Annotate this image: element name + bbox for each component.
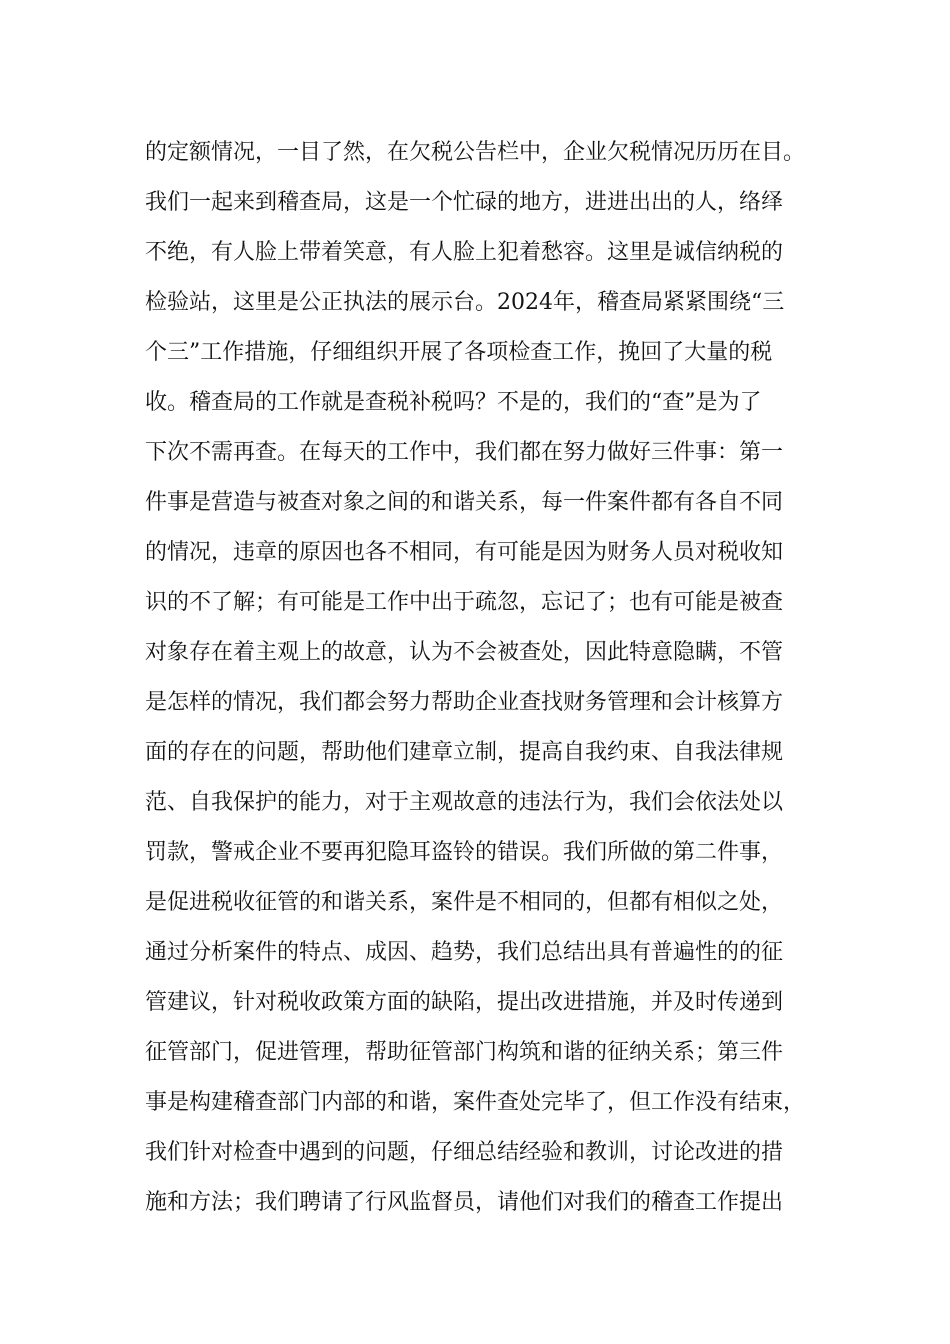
text-line: 我们针对检查中遇到的问题，仔细总结经验和教训，讨论改进的措 xyxy=(145,1140,784,1165)
text-line: 不绝，有人脸上带着笑意，有人脸上犯着愁容。这里是诚信纳税的 xyxy=(145,240,784,265)
text-line: 是怎样的情况，我们都会努力帮助企业查找财务管理和会计核算方 xyxy=(145,690,784,715)
body-text xyxy=(145,128,845,1228)
text-line: 收。稽查局的工作就是查税补税吗？不是的，我们的“查”是为了 xyxy=(145,390,762,415)
text-line: 事是构建稽查部门内部的和谐，案件查处完毕了，但工作没有结束， xyxy=(145,1090,806,1115)
text-line: 我们一起来到稽查局，这是一个忙碌的地方，进进出出的人，络绎 xyxy=(145,190,784,215)
text-line: 面的存在的问题，帮助他们建章立制，提高自我约束、自我法律规 xyxy=(145,740,784,765)
text-line: 的情况，违章的原因也各不相同，有可能是因为财务人员对税收知 xyxy=(145,540,784,565)
text-line: 的定额情况，一目了然，在欠税公告栏中，企业欠税情况历历在目。 xyxy=(145,140,806,165)
text-line: 管建议，针对税收政策方面的缺陷，提出改进措施，并及时传递到 xyxy=(145,990,784,1015)
text-line: 个三”工作措施，仔细组织开展了各项检查工作，挽回了大量的税 xyxy=(145,340,773,365)
text-line: 施和方法；我们聘请了行风监督员，请他们对我们的稽查工作提出 xyxy=(145,1190,784,1215)
text-line: 罚款，警戒企业不要再犯隐耳盗铃的错误。我们所做的第二件事， xyxy=(145,840,784,865)
text-line: 件事是营造与被查对象之间的和谐关系，每一件案件都有各自不同 xyxy=(145,490,784,515)
text-line: 征管部门，促进管理，帮助征管部门构筑和谐的征纳关系；第三件 xyxy=(145,1040,784,1065)
text-line: 通过分析案件的特点、成因、趋势，我们总结出具有普遍性的的征 xyxy=(145,940,784,965)
text-line: 范、自我保护的能力，对于主观故意的违法行为，我们会依法处以 xyxy=(145,790,784,815)
text-line: 是促进税收征管的和谐关系，案件是不相同的，但都有相似之处， xyxy=(145,890,784,915)
text-line: 检验站，这里是公正执法的展示台。2024年，稽查局紧紧围绕“三 xyxy=(145,290,785,315)
text-line: 识的不了解；有可能是工作中出于疏忽，忘记了；也有可能是被查 xyxy=(145,590,784,615)
text-line: 下次不需再查。在每天的工作中，我们都在努力做好三件事：第一 xyxy=(145,440,784,465)
text-line: 对象存在着主观上的故意，认为不会被查处，因此特意隐瞒，不管 xyxy=(145,640,784,665)
